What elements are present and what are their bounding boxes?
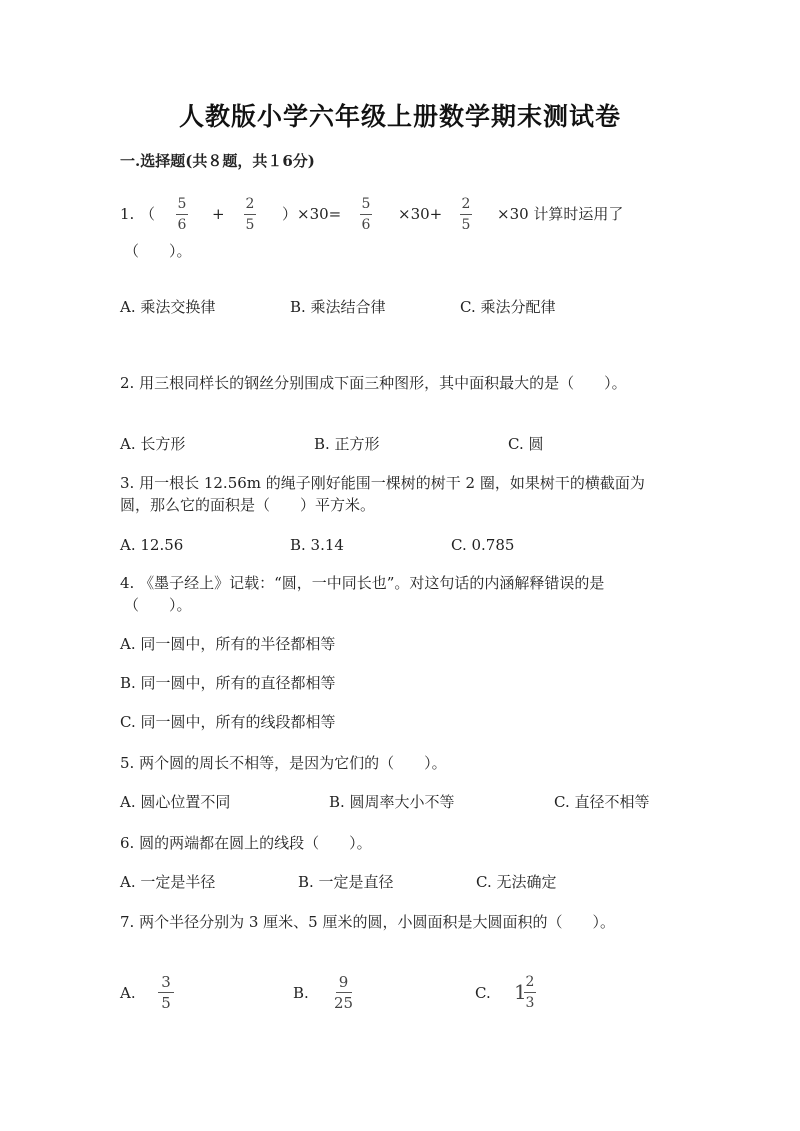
page-title: 人教版小学六年级上册数学期末测试卷 [178, 102, 621, 131]
q7-option-a-fraction [158, 974, 174, 1011]
section-heading: 一.选择题(共８题，共１6分) [120, 152, 315, 170]
q1-times-plus: ×30+ [398, 205, 443, 223]
fraction-denominator: 5 [461, 217, 471, 233]
fraction-numerator: 2 [245, 196, 255, 212]
q1-number: 1. [120, 205, 135, 223]
fraction-bar [460, 214, 472, 215]
q4-line-2: （ ）。 [124, 596, 192, 614]
q7-option-c-label: C. [475, 984, 491, 1002]
fraction-denominator: 3 [525, 995, 535, 1011]
q1-plus: + [212, 205, 225, 223]
q2-option-a: A. 长方形 [120, 435, 186, 453]
q3-line-1: 3. 用一根长 12.56m 的绳子刚好能围一棵树的树干 2 圈，如果树干的横截面为 [120, 474, 645, 492]
q7-option-a-label: A. [120, 984, 136, 1002]
q3-option-a: A. 12.56 [120, 536, 184, 554]
q1-option-c: C. 乘法分配律 [460, 298, 556, 316]
q6-option-c: C. 无法确定 [476, 873, 557, 891]
fraction-bar [158, 992, 174, 993]
fraction-numerator: 3 [161, 973, 171, 991]
q3-line-2: 圆，那么它的面积是（ ）平方米。 [120, 496, 376, 514]
fraction-numerator: 5 [177, 196, 187, 212]
fraction-numerator: 2 [525, 974, 535, 990]
q1-fraction-3 [360, 196, 372, 233]
q7-text: 7. 两个半径分别为 3 厘米、5 厘米的圆，小圆面积是大圆面积的（ ）。 [120, 913, 615, 931]
fraction-numerator: 5 [361, 196, 371, 212]
q3-option-c: C. 0.785 [451, 536, 515, 554]
q2-option-b: B. 正方形 [314, 435, 380, 453]
q1-fraction-1 [176, 196, 188, 233]
q2-option-c: C. 圆 [508, 435, 544, 453]
fraction-denominator: 6 [177, 217, 187, 233]
q5-option-a: A. 圆心位置不同 [120, 793, 231, 811]
q7-option-b-fraction [334, 974, 353, 1011]
q5-option-c: C. 直径不相等 [554, 793, 650, 811]
q1-tail: ×30 计算时运用了 [497, 205, 624, 223]
q1-option-a: A. 乘法交换律 [120, 298, 216, 316]
q3-option-b: B. 3.14 [290, 536, 344, 554]
fraction-bar [244, 214, 256, 215]
fraction-numerator: 2 [461, 196, 471, 212]
q1-times-equals: ）×30= [282, 205, 342, 223]
q7-option-c-whole: 1 [514, 980, 527, 1004]
q1-answer-blank: （ ）。 [124, 242, 192, 260]
fraction-denominator: 5 [245, 217, 255, 233]
q5-option-b: B. 圆周率大小不等 [329, 793, 455, 811]
fraction-denominator: 25 [334, 994, 354, 1012]
q1-fraction-4 [460, 196, 472, 233]
q7-option-b-label: B. [293, 984, 309, 1002]
q4-option-b: B. 同一圆中，所有的直径都相等 [120, 674, 336, 692]
fraction-bar [176, 214, 188, 215]
q5-text: 5. 两个圆的周长不相等，是因为它们的（ ）。 [120, 754, 447, 772]
q6-option-b: B. 一定是直径 [298, 873, 394, 891]
q4-option-c: C. 同一圆中，所有的线段都相等 [120, 713, 336, 731]
fraction-bar [524, 992, 536, 993]
q1-fraction-2 [244, 196, 256, 233]
q6-option-a: A. 一定是半径 [120, 873, 216, 891]
fraction-bar [336, 992, 352, 993]
q1-open-paren: （ [140, 205, 156, 223]
fraction-denominator: 6 [361, 217, 371, 233]
q1-option-b: B. 乘法结合律 [290, 298, 386, 316]
q6-text: 6. 圆的两端都在圆上的线段（ ）。 [120, 834, 372, 852]
fraction-bar [360, 214, 372, 215]
q7-option-c-fraction [524, 974, 536, 1011]
fraction-denominator: 5 [161, 994, 171, 1012]
q2-text: 2. 用三根同样长的钢丝分别围成下面三种图形，其中面积最大的是（ ）。 [120, 374, 627, 392]
q4-line-1: 4. 《墨子经上》记载：“圆，一中同长也”。对这句话的内涵解释错误的是 [120, 574, 605, 592]
q4-option-a: A. 同一圆中，所有的半径都相等 [120, 635, 336, 653]
fraction-numerator: 9 [338, 973, 349, 991]
